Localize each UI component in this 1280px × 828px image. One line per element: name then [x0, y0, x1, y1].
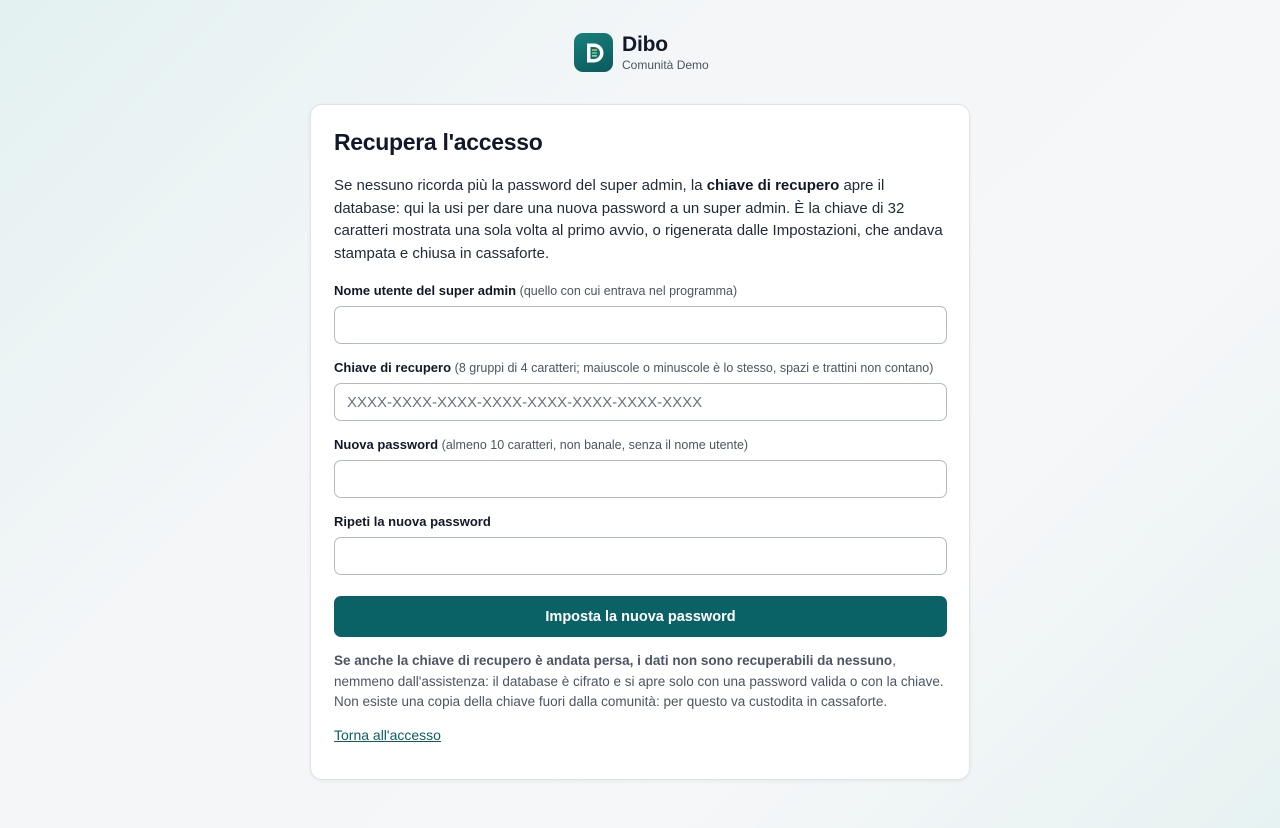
dibo-logo-icon [574, 33, 613, 72]
recovery-key-label: Chiave di recupero (8 gruppi di 4 caratteri; maiuscole o minuscole è lo stesso, spazi e trattini non contano) [334, 360, 934, 375]
username-label: Nome utente del super admin (quello con cui entrava nel programma) [334, 283, 738, 298]
new-password-input[interactable] [334, 460, 947, 498]
set-password-button[interactable]: Imposta la nuova password [334, 596, 947, 637]
warning-text: Se anche la chiave di recupero è andata persa, i dati non sono recuperabili da nessuno, nemmeno dall'assistenza: il database è cifrato e si apre solo con una password valida o con la chiave. Non esiste una copia della chiave fuori dalla comunità: per questo va custodita in cassaforte. [334, 653, 944, 709]
intro-text: Se nessuno ricorda più la password del super admin, la chiave di recupero apre il database: qui la usi per dare una nuova password a un super admin. È la chiave di 32 caratteri mostrata una sola volta al primo avvio, o rigenerata dalle Impostazioni, che andava stampata e chiusa in cassaforte. [334, 177, 943, 262]
brand-name: Dibo [622, 33, 668, 56]
warning-emphasis: Se anche la chiave di recupero è andata persa, i dati non sono recuperabili da nessuno [334, 653, 893, 668]
page-title: Recupera l'accesso [334, 129, 543, 155]
repeat-password-label: Ripeti la nuova password [334, 514, 491, 529]
intro-emphasis: chiave di recupero [706, 177, 840, 194]
recovery-card [310, 104, 970, 780]
recovery-key-input[interactable] [334, 383, 947, 421]
new-password-label: Nuova password (almeno 10 caratteri, non banale, senza il nome utente) [334, 437, 749, 452]
username-hint: (quello con cui entrava nel programma) [519, 284, 738, 298]
new-password-hint: (almeno 10 caratteri, non banale, senza il nome utente) [441, 438, 749, 452]
recovery-key-field [334, 360, 947, 421]
username-field [334, 283, 947, 344]
new-password-field [334, 437, 947, 498]
brand-subtitle: Comunità Demo [622, 58, 709, 72]
repeat-password-field [334, 514, 947, 575]
repeat-password-input[interactable] [334, 537, 947, 575]
back-to-login-link[interactable]: Torna all'accesso [334, 727, 441, 743]
username-input[interactable] [334, 306, 947, 344]
brand-header [574, 33, 709, 72]
recovery-key-hint: (8 gruppi di 4 caratteri; maiuscole o minuscole è lo stesso, spazi e trattini non contano) [454, 361, 934, 375]
